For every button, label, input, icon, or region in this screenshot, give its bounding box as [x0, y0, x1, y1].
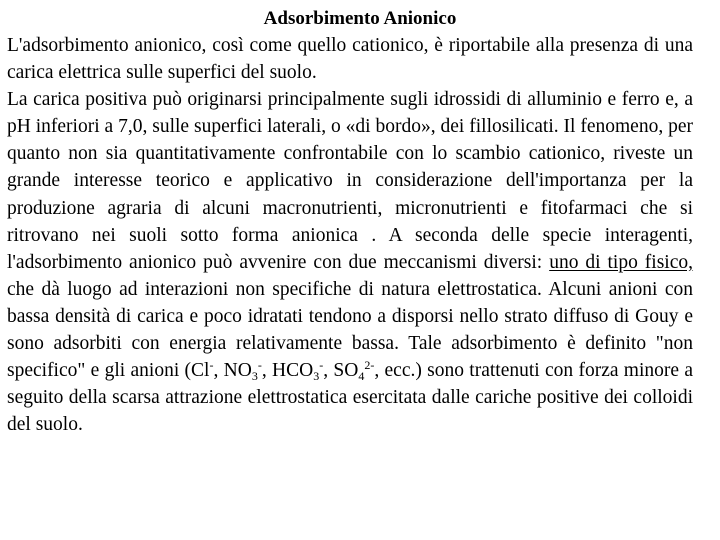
ion-separator: , — [213, 360, 224, 382]
paragraph-main-text-3: sono trattenuti con forza minore a seguito della scarsa attrazione elettrostatica esercitata dalle cariche positive dei colloidi del suolo. — [7, 360, 694, 436]
ion-separator: , — [323, 360, 334, 382]
ion-list-tail: , ecc.) — [374, 360, 422, 382]
ion-chloride: Cl — [191, 360, 210, 382]
ion-sulfate-charge: 2- — [364, 358, 375, 373]
page-title: Adsorbimento Anionico — [263, 8, 457, 29]
ion-bicarbonate-subscript: 3 — [313, 369, 320, 384]
paragraph-main — [7, 86, 693, 438]
paragraph-main-text-2: che dà luogo ad interazioni non specifiche di natura elettrostatica. Alcuni anioni con bassa densità di carica e poco idratati tendono a disporsi nello strato diffuso di Gouy e sono adsorbiti con energia relativamente bassa. Tale adsorbimento è definito "non specifico" e gli anioni ( — [7, 278, 693, 382]
ion-separator: , — [261, 360, 273, 382]
ion-sulfate: SO — [333, 360, 359, 382]
ion-chloride-charge: - — [209, 358, 214, 373]
ion-nitrate-subscript: 3 — [251, 369, 258, 384]
underlined-phrase: uno di tipo fisico, — [549, 251, 694, 273]
ion-bicarbonate: HCO — [272, 360, 314, 382]
ion-sulfate-subscript: 4 — [358, 369, 365, 384]
ion-nitrate: NO — [223, 360, 252, 382]
ion-bicarbonate-charge: - — [319, 358, 324, 373]
paragraph-main-text-1: La carica positiva può originarsi principalmente sugli idrossidi di alluminio e ferro e, a pH inferiori a 7,0, sulle superfici laterali, o «di bordo», dei fillosilicati. Il fenomeno, per quanto non sia quantitativamente confrontabile con lo scambio cationico, riveste un grande interesse teorico e applicativo in considerazione dell'importanza per la produzione agraria di alcuni macronutrienti, micronutrienti e fitofarmaci che si ritrovano nei suoli sotto forma anionica . A seconda delle specie interagenti, l'adsorbimento anionico può avvenire con due meccanismi diversi: — [7, 89, 693, 273]
body-text — [7, 32, 693, 438]
ion-nitrate-charge: - — [257, 358, 262, 373]
paragraph-intro: L'adsorbimento anionico, così come quello cationico, è riportabile alla presenza di una carica elettrica sulle superfici del suolo. — [7, 35, 693, 84]
